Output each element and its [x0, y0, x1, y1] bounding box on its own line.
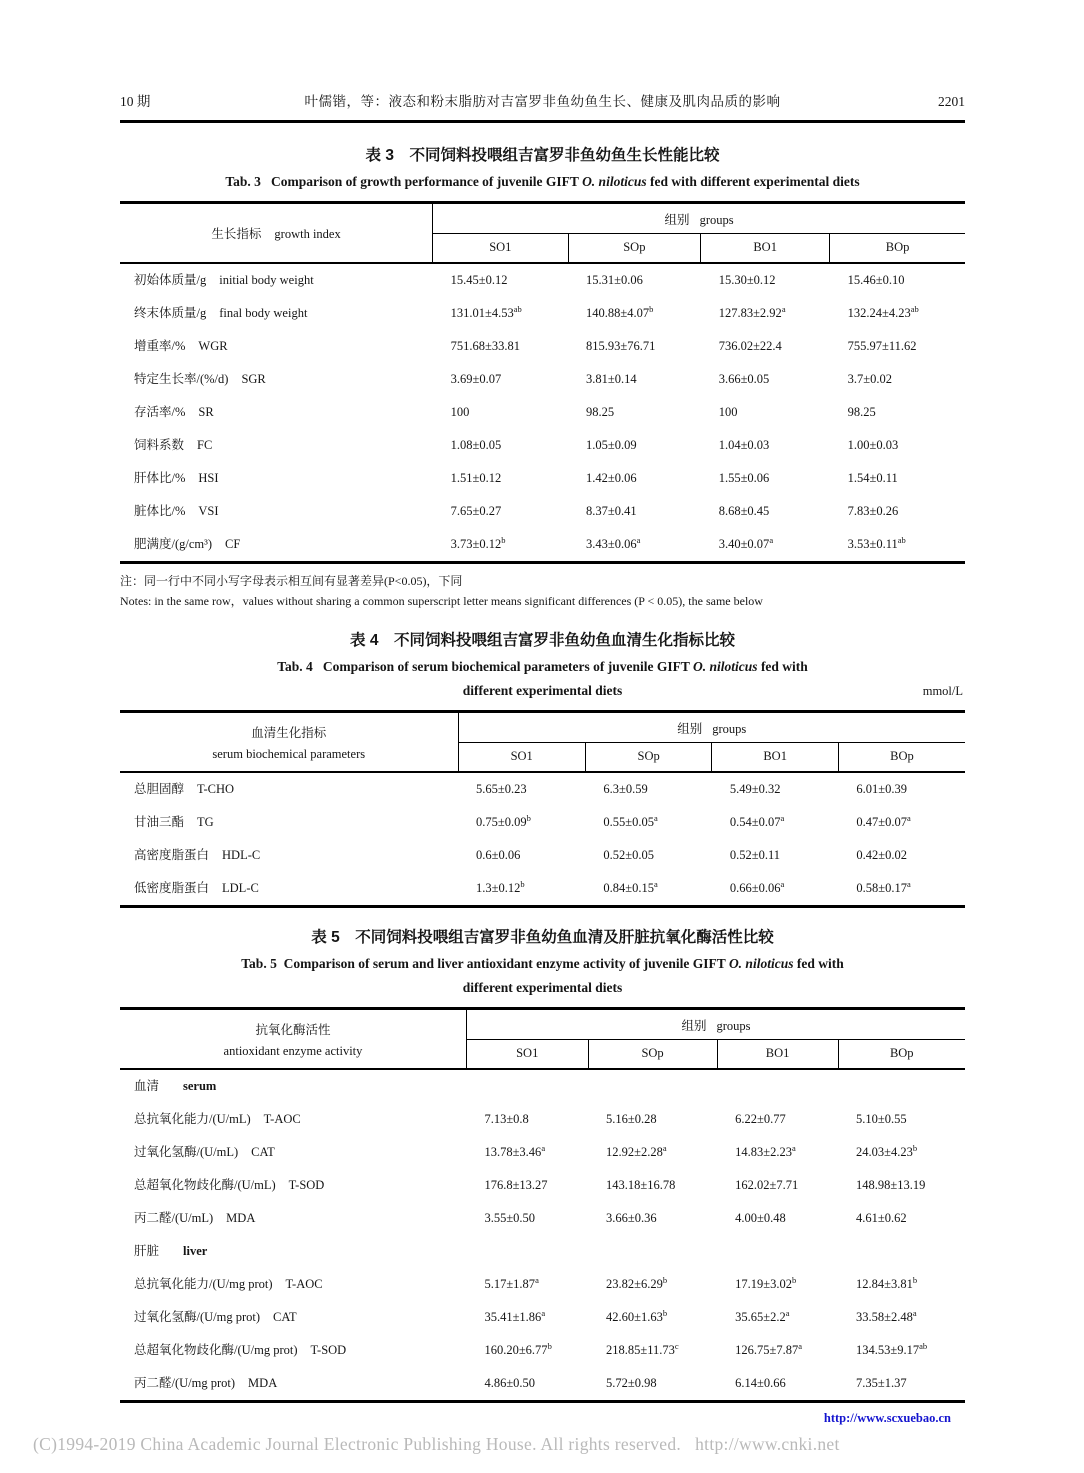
value-cell: 0.52±0.05 — [603, 848, 654, 862]
row-label: 过氧化氢酶/(U/mL) CAT — [134, 1145, 275, 1159]
value-cell: 1.04±0.03 — [718, 438, 770, 452]
value-cell: 4.61±0.62 — [856, 1211, 907, 1225]
group-header-bop: BOp — [838, 1040, 965, 1070]
species-name: O. niloticus — [582, 174, 647, 189]
value-cell: 1.51±0.12 — [450, 471, 502, 485]
table4-body — [120, 772, 965, 907]
row-label: 总抗氧化能力/(U/mL) T-AOC — [134, 1112, 301, 1126]
value-cell: 24.03±4.23$^b$ — [856, 1142, 918, 1159]
row-label: 丙二醛/(U/mL) MDA — [134, 1211, 256, 1225]
row-label: 总胆固醇 T-CHO — [134, 782, 235, 796]
table3-body — [120, 263, 965, 563]
table-row — [120, 330, 965, 363]
value-cell: 100 — [718, 405, 738, 419]
value-cell: 736.02±22.4 — [718, 339, 782, 353]
table4-unit: mmol/L — [922, 684, 963, 698]
value-cell: 14.83±2.23$^a$ — [735, 1142, 796, 1159]
section-label: 血清 serum — [134, 1079, 217, 1093]
value-cell: 15.46±0.10 — [847, 273, 905, 287]
row-label: 肝体比/% HSI — [134, 471, 219, 485]
value-cell: 6.01±0.39 — [856, 782, 908, 796]
value-cell: 3.66±0.36 — [606, 1211, 657, 1225]
group-header-so1: SO1 — [510, 749, 533, 763]
value-cell: 0.55±0.05$^a$ — [603, 812, 658, 829]
value-cell: 126.75±7.87$^a$ — [735, 1340, 803, 1357]
table-row — [120, 1103, 965, 1136]
value-cell: 15.45±0.12 — [450, 273, 508, 287]
value-cell: 1.54±0.11 — [847, 471, 898, 485]
value-cell: 0.47±0.07$^a$ — [856, 812, 911, 829]
value-cell: 0.6±0.06 — [476, 848, 521, 862]
value-cell: 3.40±0.07$^a$ — [718, 534, 774, 551]
species-name: O. niloticus — [693, 659, 758, 674]
group-header-bop: BOp — [830, 234, 965, 264]
value-cell: 5.49±0.32 — [729, 782, 781, 796]
row-label: 初始体质量/g initial body weight — [134, 273, 314, 287]
table5-title-en-post: fed with — [793, 956, 844, 971]
value-cell: 1.3±0.12$^b$ — [476, 878, 525, 895]
table4-title-en-line2: different experimental diets mmol/L — [462, 683, 963, 698]
value-cell: 0.84±0.15$^a$ — [603, 878, 658, 895]
group-header-sop: SOp — [588, 1040, 717, 1070]
value-cell: 1.08±0.05 — [450, 438, 502, 452]
table5-index-column-header: 抗氧化酶活性 antioxidant enzyme activity — [120, 1009, 466, 1070]
table4-title-en-pre: Tab. 4 Comparison of serum biochemical parameters of juvenile GIFT — [277, 659, 694, 674]
table3-growth-performance — [120, 201, 965, 564]
row-label: 增重率/% WGR — [134, 339, 228, 353]
row-label: 存活率/% SR — [134, 405, 214, 419]
table-row — [120, 363, 965, 396]
table4-header — [120, 712, 965, 773]
value-cell: 5.17±1.87$^a$ — [484, 1274, 539, 1291]
groups-header: 组别 groups — [458, 712, 965, 743]
value-cell: 132.24±4.23$^{ab}$ — [847, 303, 919, 320]
value-cell: 100 — [450, 405, 470, 419]
value-cell: 218.85±11.73$^c$ — [606, 1340, 679, 1357]
group-header-bo1: BO1 — [712, 743, 839, 773]
value-cell: 23.82±6.29$^b$ — [606, 1274, 668, 1291]
value-cell: 33.58±2.48$^a$ — [856, 1307, 917, 1324]
row-label: 低密度脂蛋白 LDL-C — [134, 881, 259, 895]
table3-notes — [120, 571, 965, 611]
table-row — [120, 839, 965, 872]
table-row — [120, 1268, 965, 1301]
table5-title-en-line2: different experimental diets — [462, 980, 623, 995]
table4-serum-biochemistry — [120, 710, 965, 908]
value-cell: 35.41±1.86$^a$ — [484, 1307, 546, 1324]
value-cell: 3.66±0.05 — [718, 372, 770, 386]
value-cell: 7.35±1.37 — [856, 1376, 907, 1390]
value-cell: 127.83±2.92$^a$ — [718, 303, 786, 320]
value-cell: 162.02±7.71 — [735, 1178, 799, 1192]
table-row — [120, 1301, 965, 1334]
group-header-bop: BOp — [838, 743, 965, 773]
value-cell: 755.97±11.62 — [847, 339, 917, 353]
value-cell: 98.25 — [586, 405, 615, 419]
row-label: 总抗氧化能力/(U/mg prot) T-AOC — [134, 1277, 323, 1291]
table-row — [120, 297, 965, 330]
value-cell: 6.3±0.59 — [603, 782, 648, 796]
groups-header: 组别 groups — [466, 1009, 965, 1040]
table-row — [120, 1367, 965, 1402]
table4-title-zh: 表 4 不同饲料投喂组吉富罗非鱼幼鱼血清生化指标比较 — [350, 632, 735, 649]
value-cell: 3.43±0.06$^a$ — [586, 534, 641, 551]
value-cell: 15.30±0.12 — [718, 273, 776, 287]
table4-index-column-header: 血清生化指标 serum biochemical parameters — [120, 712, 458, 773]
value-cell: 1.05±0.09 — [586, 438, 637, 452]
value-cell: 98.25 — [847, 405, 876, 419]
value-cell: 131.01±4.53$^{ab}$ — [450, 303, 522, 320]
group-header-so1: SO1 — [516, 1046, 539, 1060]
value-cell: 0.75±0.09$^b$ — [476, 812, 531, 829]
table3-title-en — [120, 174, 965, 190]
value-cell: 0.58±0.17$^a$ — [856, 878, 911, 895]
value-cell: 8.37±0.41 — [586, 504, 637, 518]
value-cell: 815.93±76.71 — [586, 339, 656, 353]
table5-header — [120, 1009, 965, 1070]
table4-title-en — [120, 659, 965, 675]
value-cell: 5.16±0.28 — [606, 1112, 657, 1126]
value-cell: 1.00±0.03 — [847, 438, 899, 452]
value-cell: 15.31±0.06 — [586, 273, 643, 287]
value-cell: 7.83±0.26 — [847, 504, 899, 518]
table-row — [120, 872, 965, 907]
page-content — [120, 0, 965, 1426]
value-cell: 134.53±9.17$^{ab}$ — [856, 1340, 928, 1357]
running-title: 叶儒锴，等：液态和粉末脂肪对吉富罗非鱼幼鱼生长、健康及肌肉品质的影响 — [304, 94, 781, 109]
table5-title-zh: 表 5 不同饲料投喂组吉富罗非鱼幼鱼血清及肝脏抗氧化酶活性比较 — [311, 929, 774, 946]
row-label: 总超氧化物歧化酶/(U/mL) T-SOD — [134, 1178, 325, 1192]
group-header-sop: SOp — [585, 743, 712, 773]
table5-title-en-pre: Tab. 5 Comparison of serum and liver antioxidant enzyme activity of juvenile GIFT — [241, 956, 729, 971]
table3-title-en-post: fed with different experimental diets — [646, 174, 860, 189]
note-en: Notes: in the same row，values without sharing a common superscript letter means significant differences (P < 0.05), the same below — [120, 594, 763, 608]
issue-number: 10 期 — [120, 94, 151, 109]
running-header — [120, 90, 965, 110]
table-row — [120, 495, 965, 528]
value-cell: 1.55±0.06 — [718, 471, 770, 485]
section-row — [120, 1235, 965, 1268]
row-label: 饲料系数 FC — [134, 438, 213, 452]
note-zh: 注：同一行中不同小写字母表示相互间有显著差异(P<0.05)，下同 — [120, 574, 463, 588]
group-header-bo1: BO1 — [701, 234, 830, 264]
value-cell: 13.78±3.46$^a$ — [484, 1142, 546, 1159]
table3-index-column-header: 生长指标 growth index — [120, 203, 433, 264]
value-cell: 3.7±0.02 — [847, 372, 892, 386]
table3-title-zh: 表 3 不同饲料投喂组吉富罗非鱼幼鱼生长性能比较 — [365, 147, 720, 164]
section-label: 肝脏 liver — [134, 1244, 208, 1258]
value-cell: 3.81±0.14 — [586, 372, 637, 386]
table3-header — [120, 203, 965, 264]
value-cell: 140.88±4.07$^b$ — [586, 303, 654, 320]
value-cell: 143.18±16.78 — [606, 1178, 676, 1192]
groups-header: 组别 groups — [433, 203, 965, 234]
value-cell: 12.92±2.28$^a$ — [606, 1142, 667, 1159]
value-cell: 42.60±1.63$^b$ — [606, 1307, 668, 1324]
value-cell: 17.19±3.02$^b$ — [735, 1274, 797, 1291]
page-number: 2201 — [938, 94, 965, 109]
value-cell: 35.65±2.2$^a$ — [735, 1307, 790, 1324]
section-row — [120, 1069, 965, 1103]
value-cell: 3.69±0.07 — [450, 372, 502, 386]
row-label: 高密度脂蛋白 HDL-C — [134, 848, 261, 862]
group-header-bo1: BO1 — [717, 1040, 838, 1070]
row-label: 肥满度/(g/cm³) CF — [134, 537, 241, 551]
table5-antioxidant-activity — [120, 1007, 965, 1403]
value-cell: 7.13±0.8 — [484, 1112, 529, 1126]
species-name: O. niloticus — [728, 956, 794, 971]
copyright-line: (C)1994-2019 China Academic Journal Electronic Publishing House. All rights reserved. http://www.cnki.net — [33, 1434, 840, 1454]
value-cell: 7.65±0.27 — [450, 504, 502, 518]
row-label: 脏体比/% VSI — [134, 504, 219, 518]
table-row — [120, 263, 965, 297]
value-cell: 3.53±0.11$^{ab}$ — [847, 534, 906, 551]
header-rule — [120, 120, 965, 123]
row-label: 总超氧化物歧化酶/(U/mg prot) T-SOD — [134, 1343, 347, 1357]
value-cell: 3.73±0.12$^b$ — [450, 534, 506, 551]
table-row — [120, 1334, 965, 1367]
table-row — [120, 772, 965, 806]
table5-body — [120, 1069, 965, 1402]
value-cell: 4.86±0.50 — [484, 1376, 536, 1390]
row-label: 甘油三酯 TG — [134, 815, 214, 829]
value-cell: 3.55±0.50 — [484, 1211, 536, 1225]
row-label: 特定生长率/(%/d) SGR — [134, 372, 266, 386]
value-cell: 0.54±0.07$^a$ — [729, 812, 785, 829]
value-cell: 0.52±0.11 — [729, 848, 781, 862]
value-cell: 0.66±0.06$^a$ — [729, 878, 785, 895]
value-cell: 148.98±13.19 — [856, 1178, 926, 1192]
value-cell: 176.8±13.27 — [484, 1178, 548, 1192]
row-label: 终末体质量/g final body weight — [134, 306, 308, 320]
group-header-so1: SO1 — [489, 240, 512, 254]
value-cell: 4.00±0.48 — [735, 1211, 786, 1225]
value-cell: 5.72±0.98 — [606, 1376, 657, 1390]
value-cell: 1.42±0.06 — [586, 471, 637, 485]
value-cell: 751.68±33.81 — [450, 339, 521, 353]
journal-url[interactable]: http://www.scxuebao.cn — [823, 1411, 951, 1425]
value-cell: 5.10±0.55 — [856, 1112, 907, 1126]
row-label: 丙二醛/(U/mg prot) MDA — [134, 1376, 278, 1390]
row-label: 过氧化氢酶/(U/mg prot) CAT — [134, 1310, 297, 1324]
value-cell: 6.14±0.66 — [735, 1376, 786, 1390]
value-cell: 6.22±0.77 — [735, 1112, 786, 1126]
table-row — [120, 1169, 965, 1202]
value-cell: 12.84±3.81$^b$ — [856, 1274, 918, 1291]
group-header-sop: SOp — [568, 234, 701, 264]
table5-title-en — [120, 956, 965, 972]
table4-title-en-post: fed with — [757, 659, 808, 674]
table-row — [120, 528, 965, 563]
table-row — [120, 806, 965, 839]
table-row — [120, 396, 965, 429]
table-row — [120, 462, 965, 495]
value-cell: 5.65±0.23 — [476, 782, 527, 796]
table-row — [120, 1202, 965, 1235]
value-cell: 160.20±6.77$^b$ — [484, 1340, 552, 1357]
table-row — [120, 429, 965, 462]
value-cell: 0.42±0.02 — [856, 848, 908, 862]
table-row — [120, 1136, 965, 1169]
value-cell: 8.68±0.45 — [718, 504, 770, 518]
table3-title-en-pre: Tab. 3 Comparison of growth performance of juvenile GIFT — [225, 174, 583, 189]
